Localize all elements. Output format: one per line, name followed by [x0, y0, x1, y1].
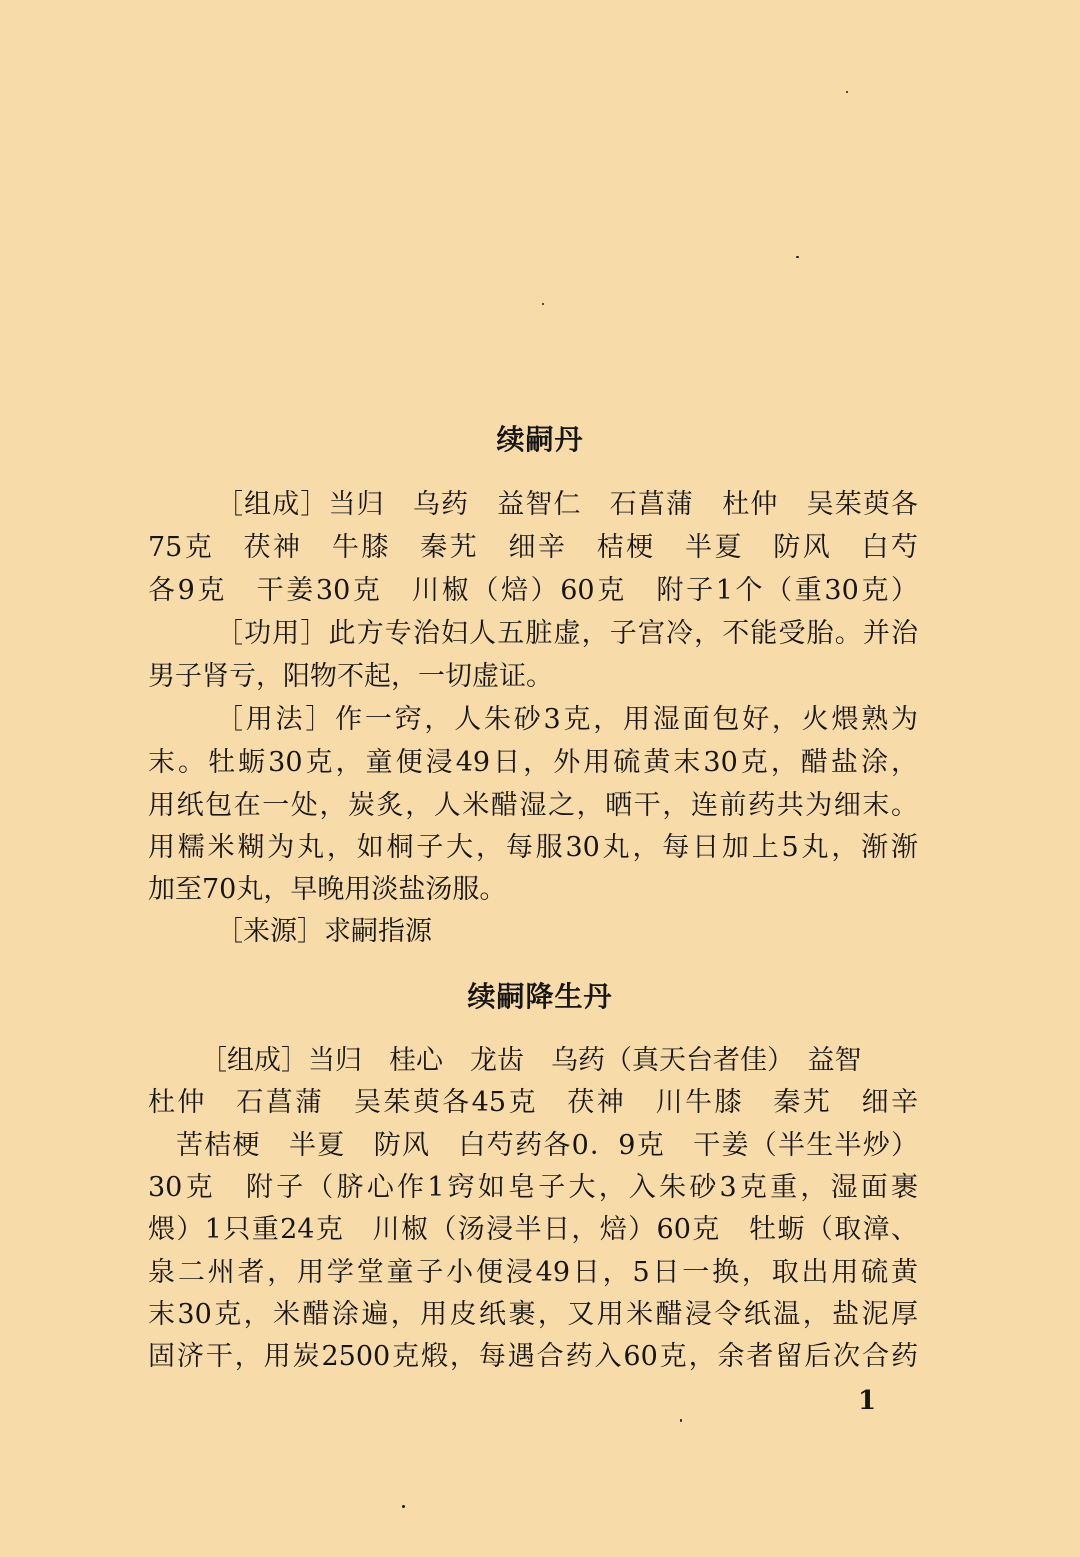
scan-speck: [542, 303, 544, 305]
recipe-1-line-3: 各9克 干姜30克 川椒（焙）60克 附子1个（重30克）: [148, 575, 918, 606]
recipe-1-line-5: 男子肾亏，阳物不起，一切虚证。: [148, 661, 553, 692]
recipe-2-line-5: 煨）1只重24克 川椒（汤浸半日，焙）60克 牡蛎（取漳、: [148, 1214, 918, 1245]
scan-speck: [680, 1419, 682, 1422]
scan-speck: [846, 91, 848, 93]
recipe-1-line-7: 末。牡蛎30克，童便浸49日，外用硫黄末30克，醋盐涂，: [148, 747, 918, 778]
recipe-1-line-1: ［组成］当归 乌药 益智仁 石菖蒲 杜仲 吴茱萸各: [216, 489, 918, 520]
recipe-1-line-11: ［来源］求嗣指源: [216, 916, 432, 947]
recipe-2-line-3: 苦桔梗 半夏 防风 白芍药各0．9克 干姜（半生半炒）: [176, 1130, 918, 1161]
recipe-2-line-8: 固济干，用炭2500克煅，每遇合药入60克，余者留后次合药: [148, 1341, 918, 1372]
recipe-1-title: 续嗣丹: [496, 423, 584, 456]
recipe-1-line-10: 加至70丸，早晚用淡盐汤服。: [148, 874, 507, 905]
page-number: 1: [858, 1386, 877, 1416]
recipe-1-line-6: ［用法］作一窍，人朱砂3克，用湿面包好，火煨熟为: [216, 704, 918, 735]
recipe-2-line-2: 杜仲 石菖蒲 吴茱萸各45克 茯神 川牛膝 秦艽 细辛: [148, 1087, 918, 1118]
recipe-1-line-4: ［功用］此方专治妇人五脏虚，子宫冷，不能受胎。并治: [216, 618, 918, 649]
recipe-1-line-9: 用糯米糊为丸，如桐子大，每服30丸，每日加上5丸，渐渐: [148, 832, 918, 863]
recipe-1-line-2: 75克 茯神 牛膝 秦艽 细辛 桔梗 半夏 防风 白芍: [148, 532, 918, 563]
recipe-2-line-4: 30克 附子（脐心作1窍如皂子大，入朱砂3克重，湿面裹: [148, 1172, 918, 1203]
recipe-2-line-1: ［组成］当归 桂心 龙齿 乌药（真天台者佳） 益智: [200, 1045, 862, 1076]
recipe-2-line-7: 末30克，米醋涂遍，用皮纸裹，又用米醋浸令纸温，盐泥厚: [148, 1299, 918, 1330]
scan-speck: [402, 1505, 405, 1508]
recipe-2-line-6: 泉二州者，用学堂童子小便浸49日，5日一换，取出用硫黄: [148, 1257, 918, 1288]
recipe-1-line-8: 用纸包在一处，炭炙，人米醋湿之，晒干，连前药共为细末。: [148, 790, 918, 821]
recipe-2-title: 续嗣降生丹: [467, 980, 613, 1013]
scan-speck: [796, 256, 799, 258]
